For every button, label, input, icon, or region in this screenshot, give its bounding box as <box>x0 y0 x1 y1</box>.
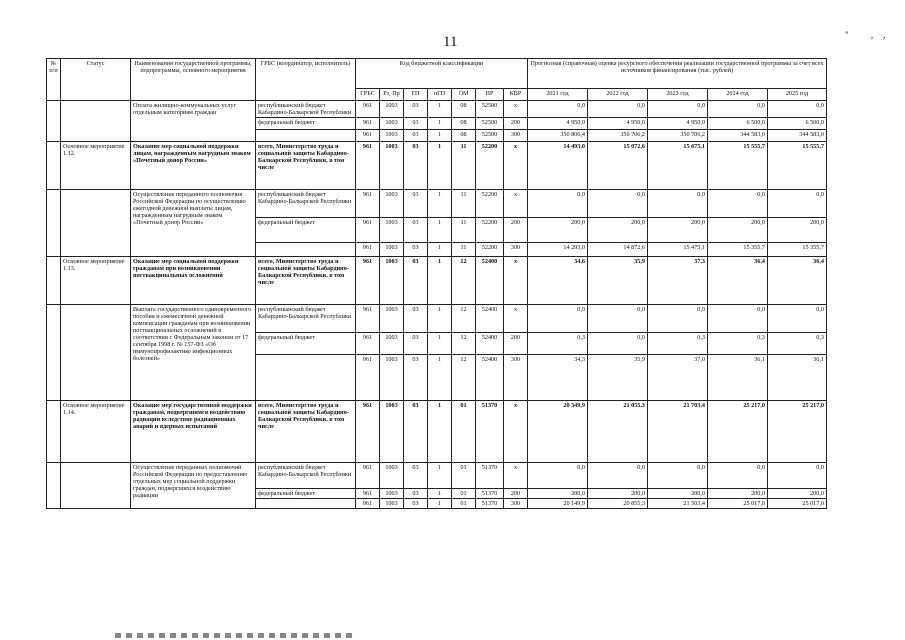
row-code: 52500 <box>476 130 504 142</box>
row-value: 350 706,2 <box>648 130 708 142</box>
row-code: 1 <box>428 305 452 333</box>
row-code: х <box>504 305 528 333</box>
header-year: 2021 год <box>528 89 588 101</box>
table-row <box>47 101 827 118</box>
row-code: 03 <box>404 333 428 355</box>
row-value: 200,0 <box>648 489 708 499</box>
header-status: Статус <box>61 59 131 101</box>
row-value: 21 055,3 <box>588 401 648 463</box>
row-value: 15 555,7 <box>708 142 768 190</box>
row-source: всего, Министерство труда и социальной защиты Кабардино-Балкарской Республики, в том числе <box>256 401 356 463</box>
row-value: 21 503,4 <box>648 499 708 509</box>
row-source: всего, Министерство труда и социальной защиты Кабардино-Балкарской Республики, в том числе <box>256 257 356 305</box>
row-value: 0,3 <box>528 333 588 355</box>
row-source: федеральный бюджет <box>256 489 356 499</box>
row-value: 0,0 <box>648 101 708 118</box>
row-code: 01 <box>452 463 476 489</box>
table-header <box>47 59 827 101</box>
corner-marks: " ,, <box>845 30 896 40</box>
row-value: 0,0 <box>528 463 588 489</box>
row-code: 1003 <box>380 463 404 489</box>
row-code: 03 <box>404 118 428 130</box>
row-code: 1 <box>428 355 452 401</box>
row-code: 1003 <box>380 257 404 305</box>
row-code: 1 <box>428 333 452 355</box>
row-code: 51370 <box>476 463 504 489</box>
row-code: 1 <box>428 243 452 257</box>
row-value: 25 017,0 <box>708 499 768 509</box>
row-code: 51370 <box>476 489 504 499</box>
row-value: 0,0 <box>528 305 588 333</box>
table-row-summary <box>47 257 827 305</box>
row-code: 300 <box>504 243 528 257</box>
row-code: 200 <box>504 333 528 355</box>
row-value: 200,0 <box>768 218 827 243</box>
row-value: 200,0 <box>768 489 827 499</box>
row-code: 961 <box>356 118 380 130</box>
row-code: 11 <box>452 243 476 257</box>
row-value: 200,0 <box>588 218 648 243</box>
row-code: 1 <box>428 401 452 463</box>
row-value: 36,1 <box>708 355 768 401</box>
row-value: 0,0 <box>648 305 708 333</box>
row-source <box>256 355 356 401</box>
row-value: 20 349,9 <box>528 401 588 463</box>
row-value: 350 806,4 <box>528 130 588 142</box>
row-value: 20 149,9 <box>528 499 588 509</box>
row-code: 200 <box>504 218 528 243</box>
row-code: 961 <box>356 499 380 509</box>
row-value: 36,1 <box>768 355 827 401</box>
row-code: 1 <box>428 118 452 130</box>
row-number <box>47 463 61 509</box>
row-code: 1003 <box>380 218 404 243</box>
row-value: 0,0 <box>768 463 827 489</box>
row-value: 344 583,0 <box>708 130 768 142</box>
row-code: 12 <box>452 355 476 401</box>
row-value: 0,0 <box>588 333 648 355</box>
row-code: 1 <box>428 190 452 218</box>
row-code: 08 <box>452 101 476 118</box>
row-value: 15 355,7 <box>708 243 768 257</box>
row-value: 0,0 <box>768 190 827 218</box>
row-code: 11 <box>452 218 476 243</box>
row-code: 1003 <box>380 190 404 218</box>
row-code: 11 <box>452 190 476 218</box>
row-code: 1003 <box>380 101 404 118</box>
row-code: 961 <box>356 463 380 489</box>
row-value: 0,0 <box>708 190 768 218</box>
table-row-summary <box>47 142 827 190</box>
row-value: 0,3 <box>768 333 827 355</box>
row-source <box>256 499 356 509</box>
row-code: 03 <box>404 218 428 243</box>
header-code: НР <box>476 89 504 101</box>
row-source: республиканский бюджет Кабардино-Балкарской Республики <box>256 190 356 218</box>
row-value: 344 583,0 <box>768 130 827 142</box>
row-status <box>61 463 131 509</box>
row-code: 961 <box>356 401 380 463</box>
row-value: 21 703,4 <box>648 401 708 463</box>
row-status <box>61 101 131 142</box>
row-number <box>47 142 61 190</box>
row-code: 1 <box>428 142 452 190</box>
row-value: 0,0 <box>648 190 708 218</box>
row-value: 15 555,7 <box>768 142 827 190</box>
row-value: 14 493,0 <box>528 142 588 190</box>
row-status <box>61 305 131 401</box>
row-source: федеральный бюджет <box>256 118 356 130</box>
row-code: 12 <box>452 333 476 355</box>
row-value: 0,0 <box>708 101 768 118</box>
row-code: 01 <box>452 499 476 509</box>
row-code: 961 <box>356 101 380 118</box>
row-name: Оказание мер социальной поддержки лицам, награжденным нагрудным знаком «Почетный донор России» <box>131 142 256 190</box>
row-code: 08 <box>452 130 476 142</box>
row-value: 35,9 <box>588 355 648 401</box>
row-code: 961 <box>356 130 380 142</box>
row-code: 1 <box>428 130 452 142</box>
row-value: 34,3 <box>528 355 588 401</box>
row-code: 300 <box>504 130 528 142</box>
row-code: 01 <box>452 401 476 463</box>
row-code: 200 <box>504 118 528 130</box>
row-source: республиканский бюджет Кабардино-Балкарской Республики <box>256 463 356 489</box>
row-code: 1 <box>428 499 452 509</box>
row-source <box>256 243 356 257</box>
row-code: 1 <box>428 257 452 305</box>
row-code: 03 <box>404 355 428 401</box>
row-source <box>256 130 356 142</box>
row-value: 14 872,6 <box>588 243 648 257</box>
row-status: Основное мероприятие 1.12. <box>61 142 131 190</box>
row-number <box>47 101 61 142</box>
table-row <box>47 190 827 218</box>
budget-table <box>46 58 827 509</box>
row-name: Оказание мер государственной поддержки гражданам, подвергшимся воздействию радиации вследствие радиационных аварий и ядерных испытаний <box>131 401 256 463</box>
row-code: 1003 <box>380 305 404 333</box>
row-number <box>47 401 61 463</box>
row-code: 03 <box>404 305 428 333</box>
header-year: 2022 год <box>588 89 648 101</box>
row-number <box>47 257 61 305</box>
row-value: 0,0 <box>648 463 708 489</box>
row-value: 0,0 <box>708 305 768 333</box>
row-code: 03 <box>404 101 428 118</box>
row-code: 12 <box>452 305 476 333</box>
header-year: 2023 год <box>648 89 708 101</box>
row-code: 300 <box>504 499 528 509</box>
row-code: 03 <box>404 190 428 218</box>
row-code: 03 <box>404 401 428 463</box>
row-code: 03 <box>404 257 428 305</box>
row-code: 52200 <box>476 218 504 243</box>
table-row <box>47 463 827 489</box>
row-value: 350 706,2 <box>588 130 648 142</box>
row-code: 1003 <box>380 333 404 355</box>
row-code: 200 <box>504 489 528 499</box>
row-name: Осуществление переданного полномочия Российской Федерации по осуществлению ежегодной денежной выплаты лицам, награжденным нагрудным знаком «Почетный донор России» <box>131 190 256 257</box>
row-value: 20 855,3 <box>588 499 648 509</box>
row-code: 961 <box>356 243 380 257</box>
header-year: 2024 год <box>708 89 768 101</box>
row-value: 4 950,0 <box>528 118 588 130</box>
row-value: 0,0 <box>528 190 588 218</box>
row-value: 0,0 <box>588 190 648 218</box>
row-value: 14 293,0 <box>528 243 588 257</box>
row-code: 961 <box>356 142 380 190</box>
row-code: 961 <box>356 305 380 333</box>
row-value: 15 355,7 <box>768 243 827 257</box>
row-code: 1003 <box>380 130 404 142</box>
row-name: Оказание мер социальной поддержки гражданам при возникновении поствакцинальных осложнений <box>131 257 256 305</box>
header-year: 2025 год <box>768 89 827 101</box>
row-code: 03 <box>404 499 428 509</box>
row-value: 15 475,1 <box>648 243 708 257</box>
row-value: 36,4 <box>708 257 768 305</box>
row-value: 0,3 <box>648 333 708 355</box>
row-code: 52400 <box>476 355 504 401</box>
row-value: 37,0 <box>648 355 708 401</box>
header-classification: Код бюджетной классификации <box>356 59 528 89</box>
row-value: 0,0 <box>588 101 648 118</box>
row-code: 03 <box>404 463 428 489</box>
row-code: 1003 <box>380 355 404 401</box>
row-code: 52200 <box>476 243 504 257</box>
row-value: 4 950,0 <box>588 118 648 130</box>
row-code: 03 <box>404 142 428 190</box>
row-name: Выплата государственного единовременного пособия и ежемесячной денежной компенсации гражданам при возникновении поствакцинальных осложнений в соответствии с Федеральным законом от 17 сентября 1998 г. № 157-ФЗ «Об иммунопрофилактике инфекционных болезней» <box>131 305 256 401</box>
scan-artifact <box>115 633 355 638</box>
row-code: 08 <box>452 118 476 130</box>
row-value: 34,6 <box>528 257 588 305</box>
row-value: 200,0 <box>528 218 588 243</box>
row-code: 1003 <box>380 401 404 463</box>
row-status: Основное мероприятие 1.13. <box>61 257 131 305</box>
table-row <box>47 305 827 333</box>
page-number: 11 <box>443 34 458 50</box>
row-code: х <box>504 142 528 190</box>
row-code: 1003 <box>380 243 404 257</box>
row-value: 200,0 <box>708 489 768 499</box>
row-status: Основное мероприятие 1.14. <box>61 401 131 463</box>
row-code: 1 <box>428 101 452 118</box>
row-code: 1003 <box>380 499 404 509</box>
row-value: 0,0 <box>768 305 827 333</box>
row-status <box>61 190 131 257</box>
row-code: 1 <box>428 218 452 243</box>
row-code: х <box>504 257 528 305</box>
row-value: 200,0 <box>528 489 588 499</box>
row-code: 961 <box>356 355 380 401</box>
row-code: х <box>504 190 528 218</box>
row-value: 4 950,0 <box>648 118 708 130</box>
row-value: 35,9 <box>588 257 648 305</box>
row-value: 0,0 <box>708 463 768 489</box>
row-value: 0,0 <box>528 101 588 118</box>
header-code: ГП <box>404 89 428 101</box>
header-code: пГП <box>428 89 452 101</box>
row-code: 961 <box>356 190 380 218</box>
row-source: федеральный бюджет <box>256 218 356 243</box>
row-name: Оплата жилищно-коммунальных услуг отдельным категориям граждан <box>131 101 256 142</box>
row-value: 0,3 <box>708 333 768 355</box>
row-code: 52200 <box>476 142 504 190</box>
row-value: 36,4 <box>768 257 827 305</box>
row-value: 6 500,0 <box>768 118 827 130</box>
row-code: 52400 <box>476 305 504 333</box>
row-code: 52400 <box>476 257 504 305</box>
row-code: 300 <box>504 355 528 401</box>
row-code: 11 <box>452 142 476 190</box>
table-body <box>47 101 827 509</box>
row-value: 200,0 <box>708 218 768 243</box>
row-code: 1 <box>428 463 452 489</box>
row-code: 961 <box>356 489 380 499</box>
row-value: 15 675,1 <box>648 142 708 190</box>
header-code: КВР <box>504 89 528 101</box>
row-code: 51370 <box>476 401 504 463</box>
row-value: 6 500,0 <box>708 118 768 130</box>
header-code: ГРБС <box>356 89 380 101</box>
row-code: 52200 <box>476 190 504 218</box>
header-num: № п/п <box>47 59 61 101</box>
row-code: 1 <box>428 489 452 499</box>
row-code: 03 <box>404 243 428 257</box>
row-value: 0,0 <box>768 101 827 118</box>
row-value: 25 217,0 <box>768 401 827 463</box>
row-value: 37,3 <box>648 257 708 305</box>
row-code: х <box>504 101 528 118</box>
header-code: Рз, Пр <box>380 89 404 101</box>
row-code: 1003 <box>380 489 404 499</box>
row-value: 25 017,0 <box>768 499 827 509</box>
row-name: Осуществление переданных полномочий Российской Федерации по предоставлению отдельных мер социальной поддержки граждан, подвергшихся воздействию радиации <box>131 463 256 509</box>
row-code: 03 <box>404 489 428 499</box>
row-code: 03 <box>404 130 428 142</box>
row-code: 1003 <box>380 118 404 130</box>
row-code: 961 <box>356 218 380 243</box>
row-source: республиканский бюджет Кабардино-Балкарской Республики <box>256 101 356 118</box>
row-number <box>47 190 61 257</box>
row-source: всего, Министерство труда и социальной защиты Кабардино-Балкарской Республики, в том числе <box>256 142 356 190</box>
row-code: 52500 <box>476 101 504 118</box>
header-code: ОМ <box>452 89 476 101</box>
row-code: 12 <box>452 257 476 305</box>
row-code: 51370 <box>476 499 504 509</box>
row-code: 961 <box>356 257 380 305</box>
header-forecast: Прогнозная (справочная) оценка ресурсного обеспечения реализации государственной программы за счет всех источников финансирования (тыс. рублей) <box>528 59 827 89</box>
row-source: федеральный бюджет <box>256 333 356 355</box>
row-value: 200,0 <box>588 489 648 499</box>
row-code: 1003 <box>380 142 404 190</box>
row-value: 25 217,0 <box>708 401 768 463</box>
row-value: 15 072,6 <box>588 142 648 190</box>
header-grbs: ГРБС (координатор, исполнитель) <box>256 59 356 101</box>
row-value: 200,0 <box>648 218 708 243</box>
row-value: 0,0 <box>588 463 648 489</box>
row-code: 52400 <box>476 333 504 355</box>
row-value: 0,0 <box>588 305 648 333</box>
row-code: х <box>504 401 528 463</box>
row-code: х <box>504 463 528 489</box>
row-source: республиканский бюджет Кабардино-Балкарской Республики <box>256 305 356 333</box>
row-code: 01 <box>452 489 476 499</box>
header-name: Наименования государственной программы, подпрограммы, основного мероприятия <box>131 59 256 101</box>
row-code: 961 <box>356 333 380 355</box>
row-code: 52500 <box>476 118 504 130</box>
row-number <box>47 305 61 401</box>
table-row-summary <box>47 401 827 463</box>
